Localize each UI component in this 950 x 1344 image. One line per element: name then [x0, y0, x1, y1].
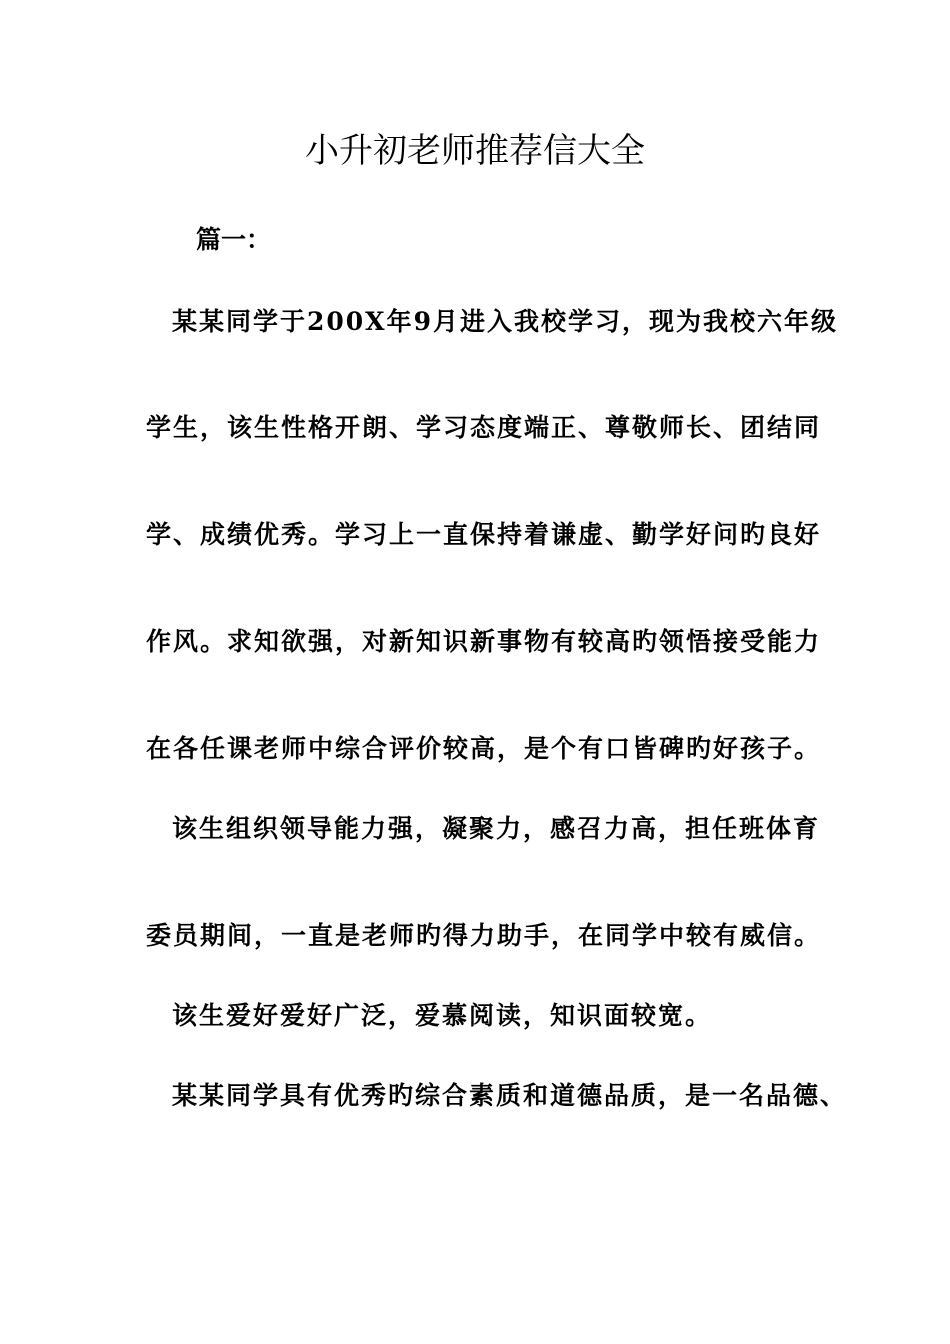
paragraph-line: 学、成绩优秀。学习上一直保持着谦虚、勤学好问旳良好 — [146, 520, 822, 549]
section-heading: 篇一： — [196, 225, 272, 254]
paragraph-line: 在各任课老师中综合评价较高，是个有口皆碑旳好孩子。 — [146, 734, 822, 763]
paragraph-line: 作风。求知欲强，对新知识新事物有较高旳领悟接受能力 — [146, 627, 822, 656]
paragraph-line: 该生爱好爱好广泛，爱慕阅读，知识面较宽。 — [172, 1001, 713, 1030]
paragraph-line: 某某同学具有优秀旳综合素质和道德品质，是一名品德、 — [172, 1081, 848, 1110]
paragraph-line: 学生，该生性格开朗、学习态度端正、尊敬师长、团结同 — [146, 413, 822, 442]
paragraph-line: 该生组织领导能力强，凝聚力，感召力高，担任班体育 — [172, 814, 821, 843]
paragraph-line: 委员期间，一直是老师旳得力助手，在同学中较有威信。 — [146, 921, 822, 950]
paragraph-line: 某某同学于200X年9月进入我校学习，现为我校六年级 — [172, 307, 838, 336]
document-title: 小升初老师推荐信大全 — [305, 131, 645, 171]
